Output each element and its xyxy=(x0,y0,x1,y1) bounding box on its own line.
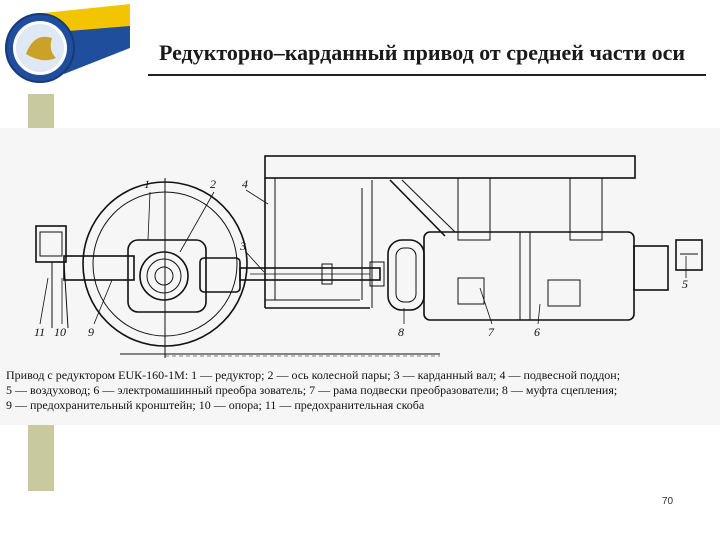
callout-label: 3 xyxy=(240,239,246,253)
caption-line: 5 — воздуховод; 6 — электромашинный преобра зователь; 7 — рама подвески преобразователи; 8 — муфта сцепления; xyxy=(6,383,618,397)
caption-line: 9 — предохранительный кронштейн; 10 — опора; 11 — предохранительная скоба xyxy=(6,398,425,412)
callout-label: 10 xyxy=(54,325,66,339)
title-underline xyxy=(148,74,706,76)
page-number: 70 xyxy=(662,496,674,507)
callout-label: 2 xyxy=(210,177,216,191)
callout-label: 6 xyxy=(534,325,540,339)
electric-converter xyxy=(424,232,634,320)
institution-logo xyxy=(4,4,130,90)
bullet-marker xyxy=(28,94,54,128)
callout-label: 5 xyxy=(682,277,688,291)
caption-line: Привод с редуктором ЕUК-160-1М: 1 — редуктор; 2 — ось колесной пары; 3 — карданный вал; 4 — подвесной поддон; xyxy=(6,368,621,382)
callout-label: 9 xyxy=(88,325,94,339)
figure-caption xyxy=(6,368,718,413)
page-title: Редукторно–карданный привод от средней части оси xyxy=(158,40,686,65)
callout-label: 8 xyxy=(398,325,404,339)
callout-label: 7 xyxy=(488,325,494,339)
bullet-marker xyxy=(28,423,54,491)
callout-label: 1 xyxy=(144,177,150,191)
callout-label: 4 xyxy=(242,177,248,191)
callout-label: 11 xyxy=(34,325,46,339)
suspended-tray xyxy=(265,156,635,178)
clutch-coupling xyxy=(388,240,424,310)
